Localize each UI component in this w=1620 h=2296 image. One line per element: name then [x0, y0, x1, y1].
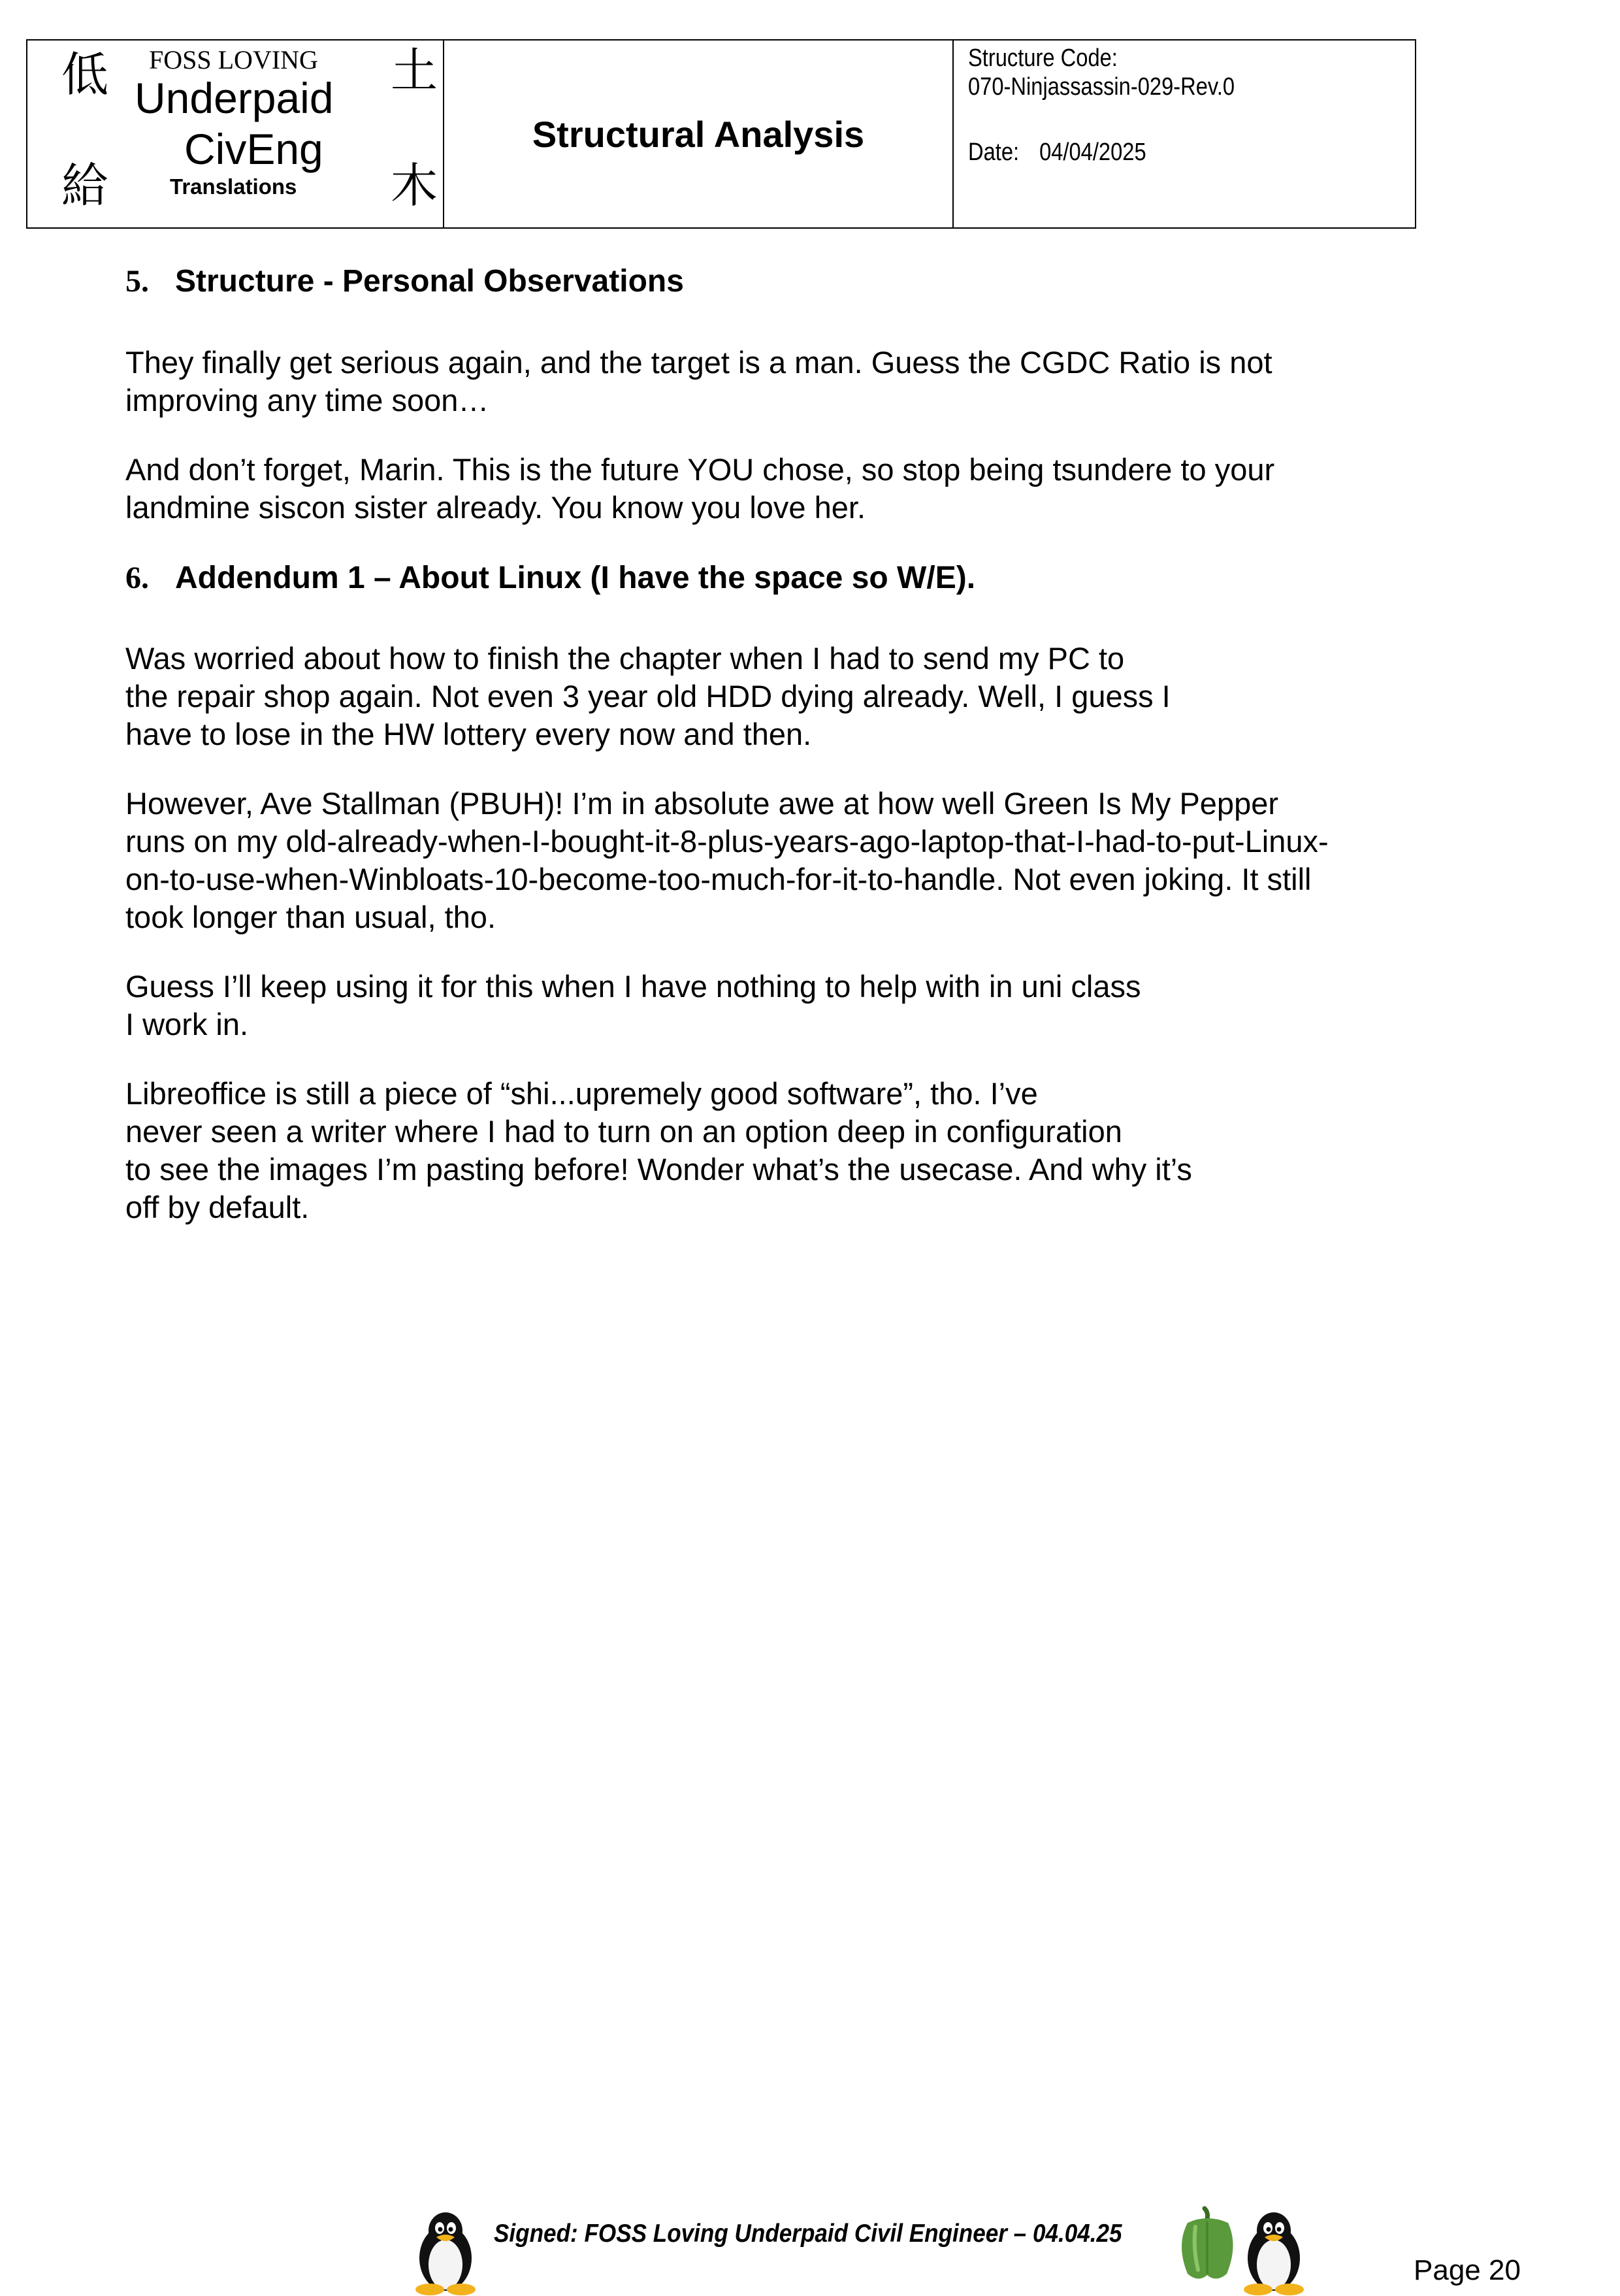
paragraph: [125, 785, 1432, 936]
title-cell: [444, 41, 954, 227]
paragraph-line: have to lose in the HW lottery every now and then.: [125, 717, 812, 752]
section-number: 5.: [125, 264, 149, 299]
paragraph-line: Guess I’ll keep using it for this when I have nothing to help with in uni class: [125, 969, 1141, 1004]
tux-penguin-icon: [1235, 2208, 1313, 2296]
paragraph: [125, 640, 1432, 753]
logo-kanji-pay: 給: [61, 158, 109, 213]
paragraph-line: Was worried about how to finish the chapter when I had to send my PC to: [125, 641, 1125, 676]
date-value: 04/04/2025: [1039, 139, 1146, 166]
section-heading: [125, 559, 1432, 597]
logo-kanji-wood: 木: [391, 158, 438, 213]
paragraph-line: the repair shop again. Not even 3 year old HDD dying already. Well, I guess I: [125, 679, 1171, 714]
document-body: [125, 263, 1432, 1226]
paragraph-line: And don’t forget, Marin. This is the future YOU chose, so stop being tsundere to your: [125, 451, 1275, 487]
paragraph-line: to see the images I’m pasting before! Wonder what’s the usecase. And why it’s: [125, 1152, 1192, 1187]
paragraph: [125, 1075, 1432, 1226]
paragraph-line: off by default.: [125, 1190, 310, 1225]
paragraph-line: landmine siscon sister already. You know you love her.: [125, 489, 866, 525]
structure-code-value: 070-Ninjassassin-029-Rev.0: [968, 73, 1235, 101]
paragraph-line: I work in.: [125, 1007, 249, 1042]
section-heading: [125, 263, 1432, 301]
section-number: 6.: [125, 560, 149, 595]
logo-civeng: CivEng: [184, 125, 323, 173]
meta-cell: [954, 41, 1415, 227]
document-title: Structural Analysis: [532, 113, 865, 155]
date-label: Date:: [968, 139, 1020, 166]
green-pepper-icon: [1176, 2206, 1239, 2283]
paragraph: [125, 968, 1432, 1043]
paragraph-line: Libreoffice is still a piece of “shi...upremely good software”, tho. I’ve: [125, 1076, 1038, 1111]
paragraph-line: on-to-use-when-Winbloats-10-become-too-much-for-it-to-handle. Not even joking. It still: [125, 862, 1312, 897]
paragraph-line: However, Ave Stallman (PBUH)! I’m in absolute awe at how well Green Is My Pepper: [125, 786, 1279, 821]
paragraph: [125, 451, 1432, 527]
paragraph-line: They finally get serious again, and the target is a man. Guess the CGDC Ratio is not: [125, 344, 1272, 380]
signature-line: Signed: FOSS Loving Underpaid Civil Engineer – 04.04.25: [494, 2220, 1122, 2248]
logo-kanji-low: 低: [61, 47, 109, 102]
structure-code-label: Structure Code:: [968, 44, 1118, 72]
logo-foss-loving: FOSS LOVING: [149, 45, 318, 74]
paragraph: [125, 344, 1432, 419]
section-title: Addendum 1 – About Linux (I have the space so W/E).: [175, 560, 976, 595]
logo-kanji-earth: 土: [391, 43, 438, 98]
tux-penguin-icon: [406, 2208, 485, 2296]
paragraph-line: took longer than usual, tho.: [125, 900, 496, 935]
paragraph-line: improving any time soon…: [125, 382, 489, 418]
section-title: Structure - Personal Observations: [175, 264, 684, 299]
page-number: Page 20: [1414, 2254, 1521, 2286]
logo-translations: Translations: [170, 174, 297, 199]
logo-cell: [27, 41, 444, 227]
document-header: [26, 39, 1416, 229]
date-row: [968, 139, 1146, 167]
paragraph-line: runs on my old-already-when-I-bought-it-8-plus-years-ago-laptop-that-I-had-to-put-Linux-: [125, 824, 1329, 859]
logo-underpaid: Underpaid: [135, 74, 334, 122]
paragraph-line: never seen a writer where I had to turn on an option deep in configuration: [125, 1114, 1122, 1149]
